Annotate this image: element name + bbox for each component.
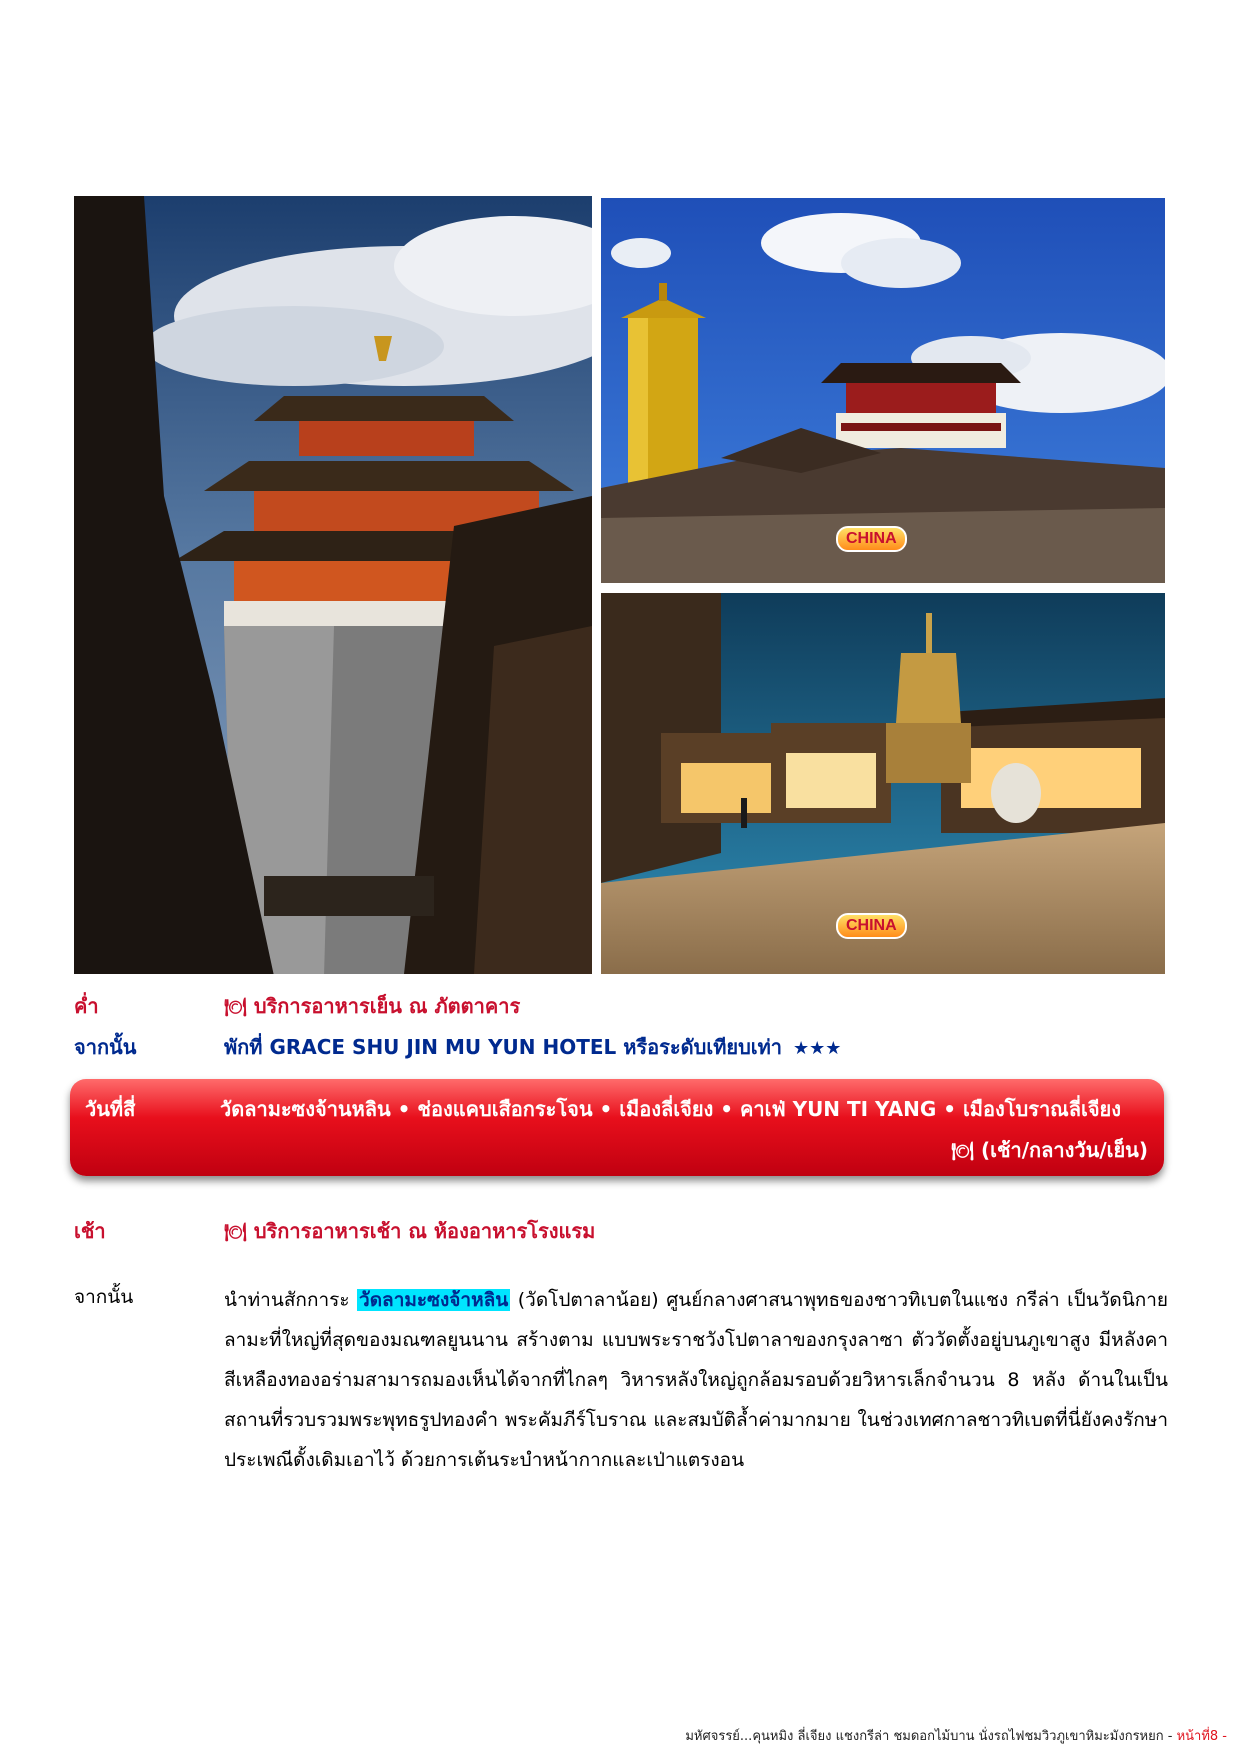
old-town-night-photo — [601, 593, 1165, 974]
breakfast-text: บริการอาหารเช้า ณ ห้องอาหารโรงแรม — [253, 1219, 596, 1243]
dinner-text: บริการอาหารเย็น ณ ภัตตาคาร — [253, 994, 521, 1018]
breakfast-text-wrap — [224, 1215, 595, 1247]
breakfast-label: เช้า — [74, 1219, 106, 1243]
meal-icon: 🍽 — [224, 1222, 247, 1243]
paragraph-body: (วัดโปตาลาน้อย) ศูนย์กลางศาสนาพุทธของชาวทิเบตในแชง กรีล่า เป็นวัดนิกายลามะที่ใหญ่ที่สุดของมณฑลยูนนาน สร้างตาม แบบพระราชวังโปตาลาของกรุงลาซา ตัววัดตั้งอยู่บนภูเขาสูง มีหลังคาสีเหลืองทองอร่ามสามารถมองเห็นได้จากที่ไกลๆ วิหารหลังใหญ่ถูกล้อมรอบด้วยวิหารเล็กจำนวน 8 หลัง ด้านในเป็นสถานที่รวบรวมพระพุทธรูปทองคำ พระคัมภีร์โบราณ และสมบัติล้ำค่ามากมาย ในช่วงเทศกาลชาวทิเบตที่นี่ยังคงรักษาประเพณีดั้งเดิมเอาไว้ ด้วยการเต้นระบำหน้ากากและเป่าแตรงอน — [224, 1289, 1168, 1471]
day-label: วันที่สี่ — [85, 1097, 136, 1121]
page-number: หน้าที่8 - — [1176, 1729, 1227, 1744]
paragraph-lead: นำท่านสักการะ — [224, 1289, 350, 1311]
paragraph-label: จากนั้น — [74, 1286, 134, 1308]
temple-description — [224, 1280, 1168, 1480]
hotel-text: พักที่ GRACE SHU JIN MU YUN HOTEL หรือระดับเทียบเท่า — [224, 1035, 783, 1059]
temple-name-highlight: วัดลามะซงจ้าหลิน — [359, 1289, 509, 1311]
day-route: วัดลามะซงจ้านหลิน • ช่องแคบเสือกระโจน • เมืองลี่เจียง • คาเฟ่ YUN TI YANG • เมืองโบราณลี่เจียง — [220, 1097, 1122, 1121]
watermark-logo: CHINA — [836, 913, 907, 939]
day-meals: (เช้า/กลางวัน/เย็น) — [980, 1138, 1148, 1162]
dinner-label: ค่ำ — [74, 994, 99, 1018]
star-rating-icon: ★★★ — [793, 1038, 842, 1059]
day-banner — [70, 1079, 1164, 1176]
hotel-text-wrap — [224, 1031, 841, 1063]
hotel-label: จากนั้น — [74, 1035, 137, 1059]
temple-photo-large — [74, 196, 592, 974]
meal-icon: 🍽 — [224, 997, 247, 1018]
prayer-wheel-photo — [601, 198, 1165, 583]
footer-text: มหัศจรรย์...คุนหมิง ลี่เจียง แชงกรีล่า ชมดอกไม้บาน นั่งรถไฟชมวิวภูเขาหิมะมังกรหยก - — [685, 1729, 1173, 1744]
page-footer — [685, 1725, 1227, 1746]
watermark-logo: CHINA — [836, 526, 907, 552]
day-meals-wrap — [951, 1134, 1148, 1166]
meal-icon: 🍽 — [951, 1141, 974, 1162]
dinner-text-wrap — [224, 990, 520, 1022]
